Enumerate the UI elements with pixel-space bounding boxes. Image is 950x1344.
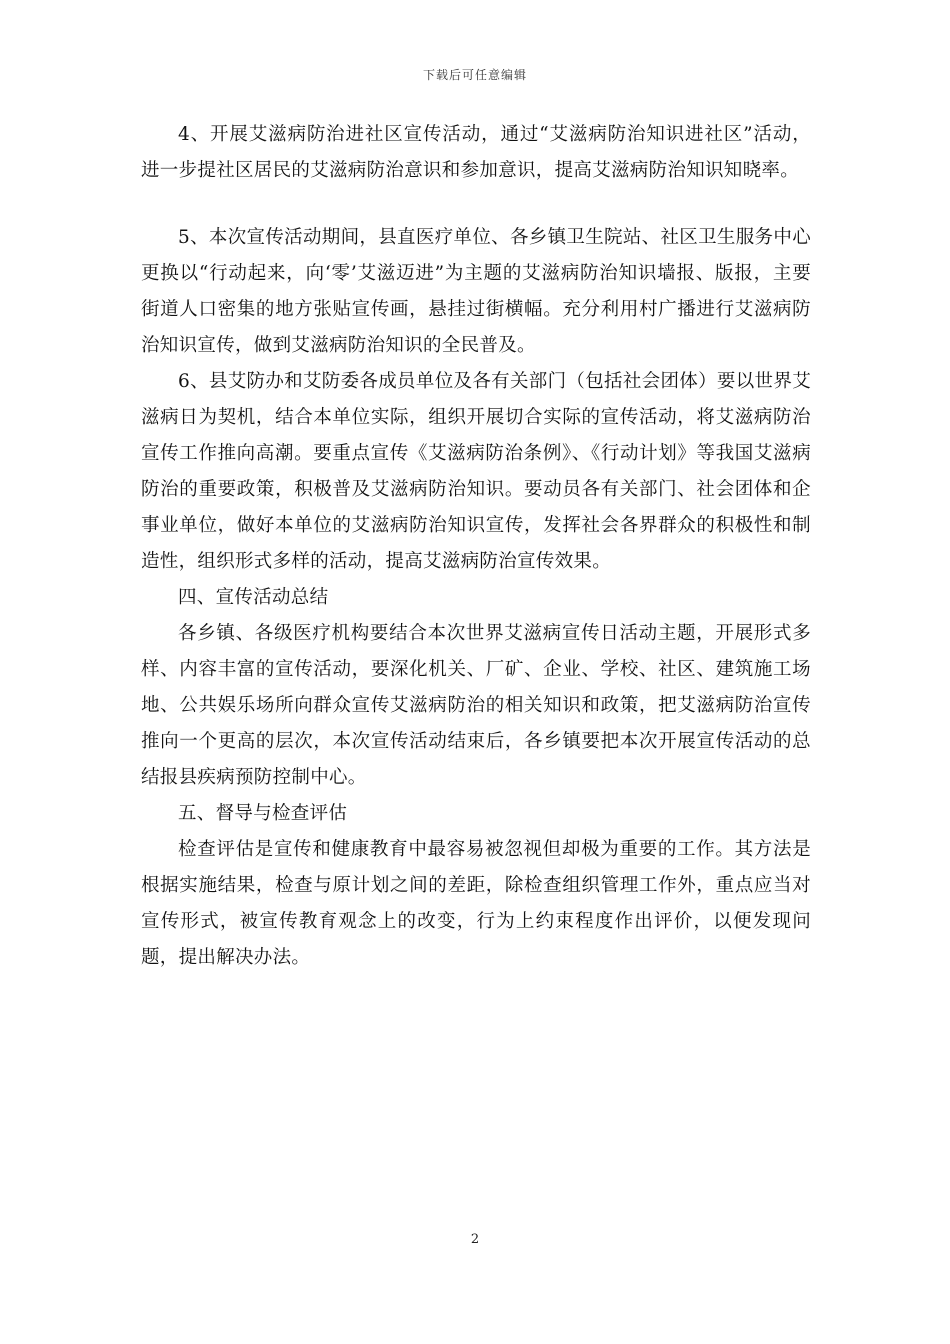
section-heading-evaluation: 五、督导与检查评估 bbox=[178, 803, 348, 824]
document-body bbox=[141, 117, 811, 976]
paragraph-item-4: 4、开展艾滋病防治进社区宣传活动，通过“艾滋病防治知识进社区”活动，进一步提社区居民的艾滋病防治意识和参加意识，提高艾滋病防治知识知晓率。 bbox=[141, 124, 811, 181]
paragraph-evaluation: 检查评估是宣传和健康教育中最容易被忽视但却极为重要的工作。其方法是根据实施结果，检查与原计划之间的差距，除检查组织管理工作外，重点应当对宣传形式，被宣传教育观念上的改变，行为上约束程度作出评价，以便发现问题，提出解决办法。 bbox=[141, 839, 811, 968]
paragraph-summary: 各乡镇、各级医疗机构要结合本次世界艾滋病宣传日活动主题，开展形式多样、内容丰富的宣传活动，要深化机关、厂矿、企业、学校、社区、建筑施工场地、公共娱乐场所向群众宣传艾滋病防治的相关知识和政策，把艾滋病防治宣传推向一个更高的层次，本次宣传活动结束后，各乡镇要把本次开展宣传活动的总结报县疾病预防控制中心。 bbox=[141, 623, 811, 788]
section-heading-summary: 四、宣传活动总结 bbox=[178, 587, 329, 608]
page-header: 下载后可任意编辑 bbox=[422, 68, 527, 82]
page-number: 2 bbox=[470, 1232, 480, 1247]
paragraph-item-6: 6、县艾防办和艾防委各成员单位及各有关部门（包括社会团体）要以世界艾滋病日为契机，结合本单位实际，组织开展切合实际的宣传活动，将艾滋病防治宣传工作推向高潮。要重点宣传《艾滋病防治条例》、《行动计划》等我国艾滋病防治的重要政策，积极普及艾滋病防治知识。要动员各有关部门、社会团体和企事业单位，做好本单位的艾滋病防治知识宣传，发挥社会各界群众的积极性和制造性，组织形式多样的活动，提高艾滋病防治宣传效果。 bbox=[141, 371, 811, 572]
paragraph-item-5: 5、本次宣传活动期间，县直医疗单位、各乡镇卫生院站、社区卫生服务中心更换以“行动起来，向‘零’艾滋迈进”为主题的艾滋病防治知识墙报、版报，主要街道人口密集的地方张贴宣传画，悬挂过街横幅。充分利用村广播进行艾滋病防治知识宣传，做到艾滋病防治知识的全民普及。 bbox=[141, 227, 811, 356]
